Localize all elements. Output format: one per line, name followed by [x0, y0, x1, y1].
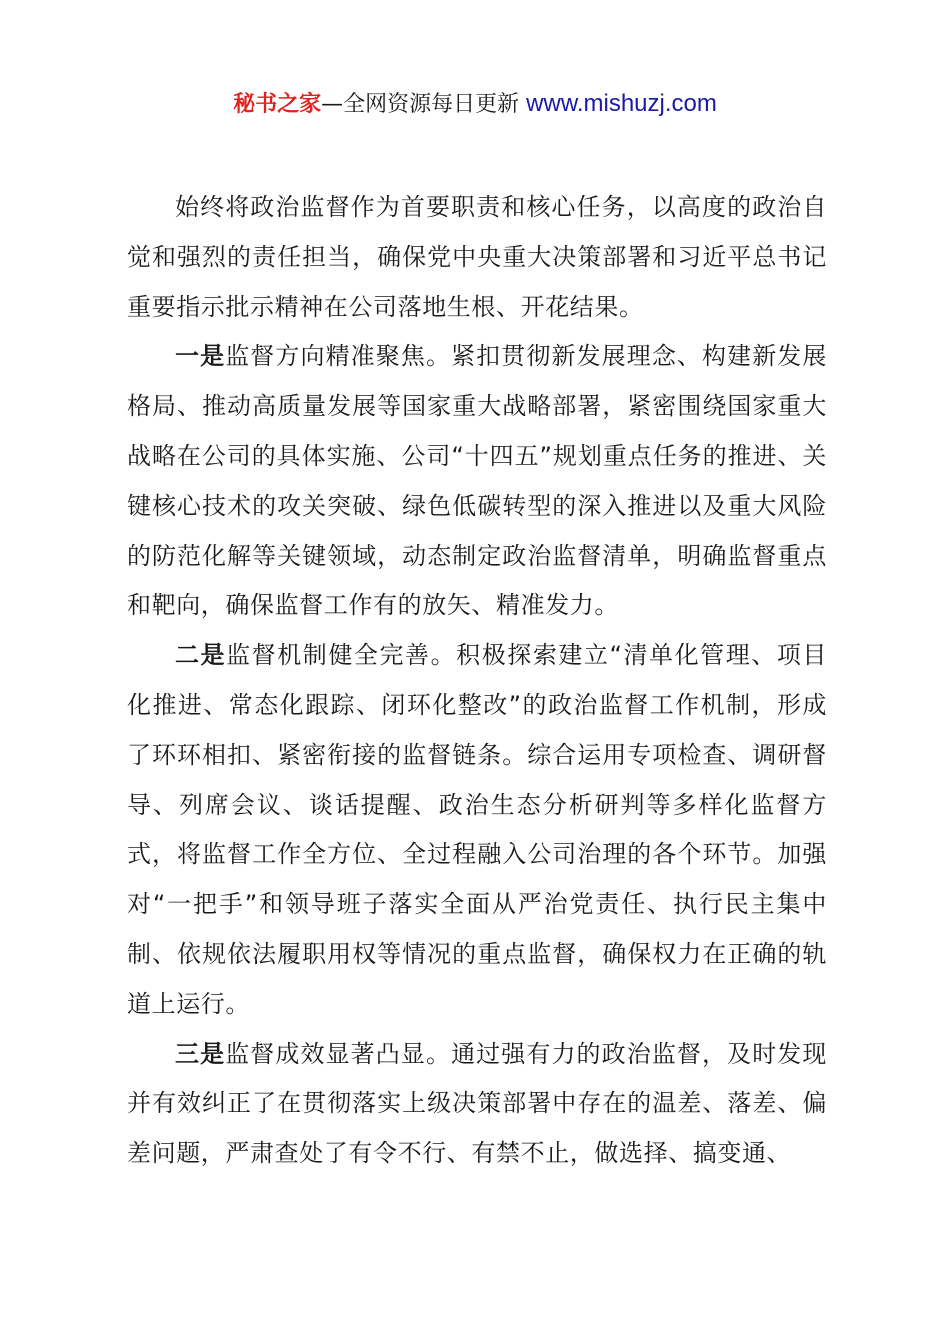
paragraph-text: 监督成效显著凸显。通过强有力的政治监督，及时发现并有效纠正了在贯彻落实上级决策部署中存在的温差、落差、偏差问题，严肃查处了有令不行、有禁不止，做选择、搞变通、: [127, 1039, 828, 1168]
paragraph-lead: 一是: [175, 342, 226, 371]
paragraph-text: 始终将政治监督作为首要职责和核心任务，以高度的政治自觉和强烈的责任担当，确保党中央重大决策部署和习近平总书记重要指示批示精神在公司落地生根、开花结果。: [127, 193, 827, 321]
paragraph-lead: 三是: [175, 1039, 226, 1068]
paragraph-text: 监督机制健全完善。积极探索建立“清单化管理、项目化推进、常态化跟踪、闭环化整改”的政治监督工作机制，形成了环环相扣、紧密衔接的监督链条。综合运用专项检查、调研督导、列席会议、谈话提醒、政治生态分析研判等多样化监督方式，将监督工作全方位、全过程融入公司治理的各个环节。加强对“一把手”和领导班子落实全面从严治党责任、执行民主集中制、依规依法履职用权等情况的重点监督，确保权力在正确的轨道上运行。: [127, 641, 827, 1018]
page-header: [0, 86, 950, 123]
document-body: [127, 183, 827, 1179]
brand-name: 秘书之家: [233, 92, 322, 117]
intro-paragraph: [127, 183, 827, 332]
point-three-paragraph: [127, 1030, 827, 1179]
paragraph-lead: 二是: [175, 641, 227, 670]
point-one-paragraph: [127, 332, 827, 631]
point-two-paragraph: [127, 631, 827, 1029]
paragraph-text: 监督方向精准聚焦。紧扣贯彻新发展理念、构建新发展格局、推动高质量发展等国家重大战略部署，紧密围绕国家重大战略在公司的具体实施、公司“十四五”规划重点任务的推进、关键核心技术的攻关突破、绿色低碳转型的深入推进以及重大风险的防范化解等关键领域，动态制定政治监督清单，明确监督重点和靶向，确保监督工作有的放矢、精准发力。: [127, 342, 828, 620]
website-link[interactable]: www.mishuzj.com: [526, 90, 717, 117]
header-tagline: —全网资源每日更新: [321, 92, 527, 117]
